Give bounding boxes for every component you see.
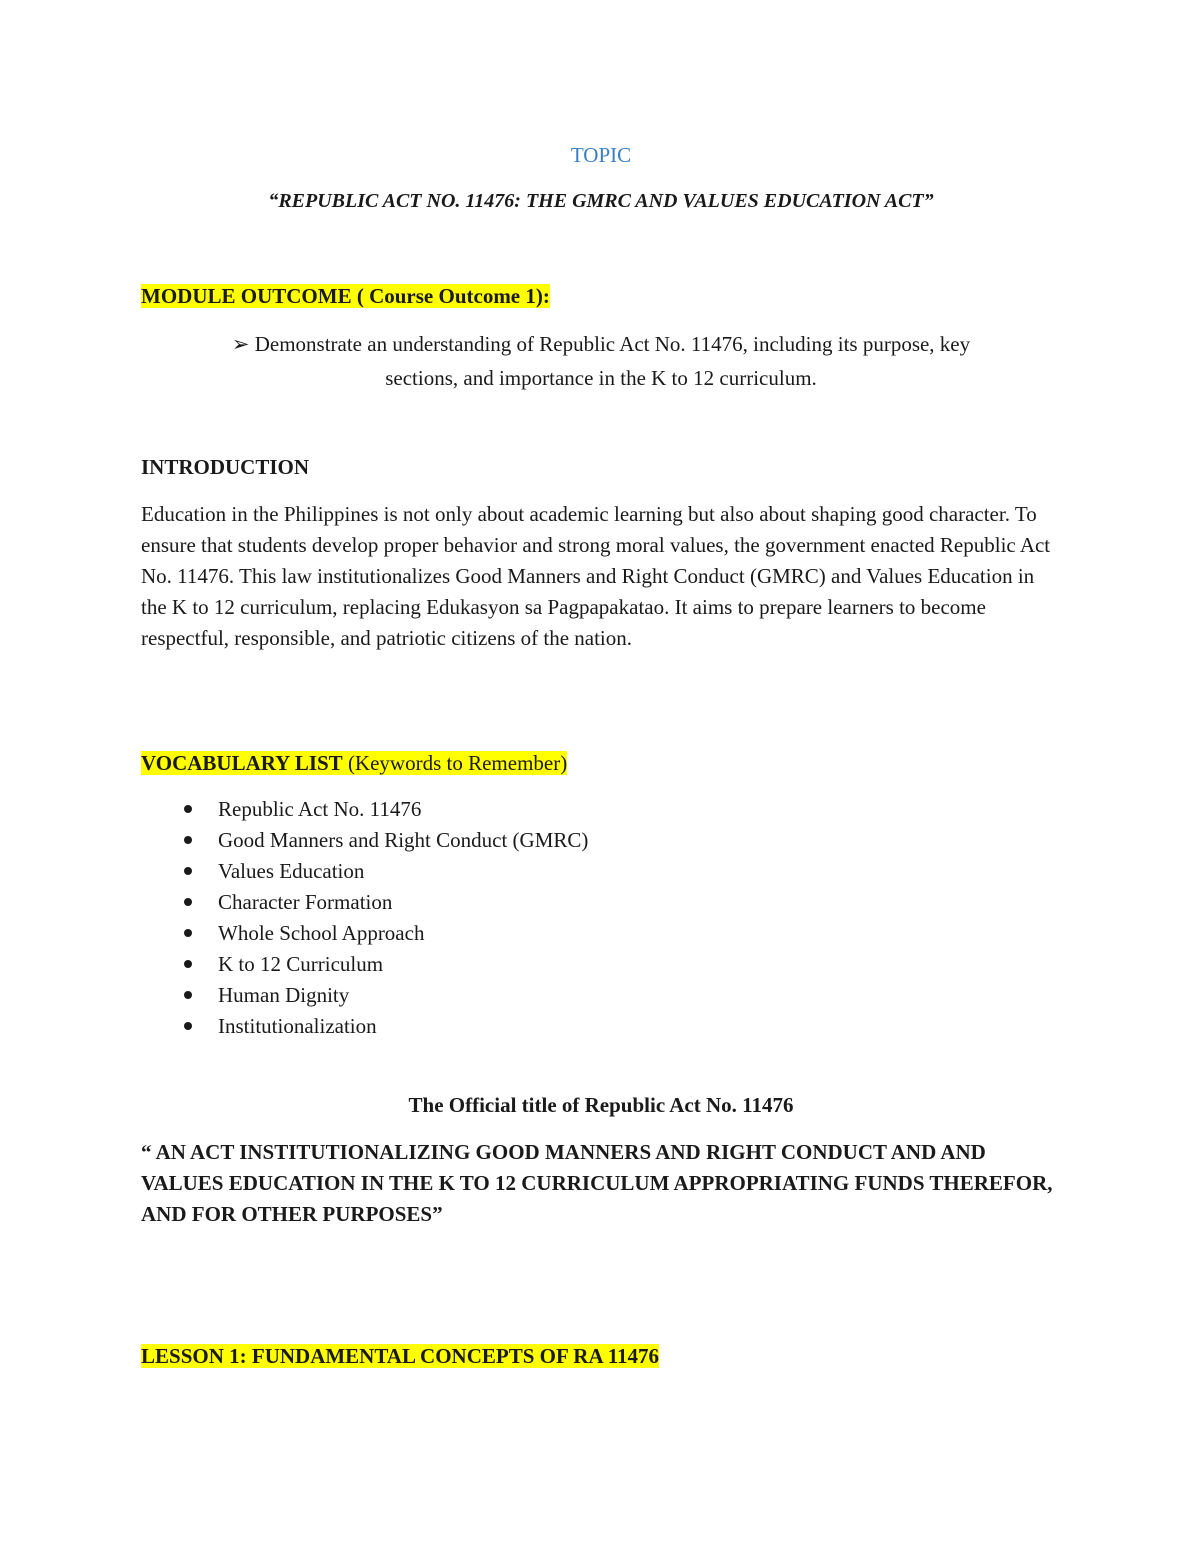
bullet-icon bbox=[184, 1022, 192, 1030]
vocabulary-term: Whole School Approach bbox=[218, 921, 425, 945]
vocabulary-term: Institutionalization bbox=[218, 1014, 377, 1038]
module-outcome-heading bbox=[141, 281, 1061, 312]
vocabulary-heading bbox=[141, 748, 1061, 779]
vocabulary-term: Values Education bbox=[218, 859, 365, 883]
list-item bbox=[141, 980, 1061, 1011]
bullet-icon bbox=[184, 898, 192, 906]
introduction-heading: INTRODUCTION bbox=[141, 455, 310, 479]
vocabulary-heading-bold: VOCABULARY LIST bbox=[141, 751, 343, 775]
bullet-icon bbox=[184, 991, 192, 999]
vocabulary-term: Human Dignity bbox=[218, 983, 350, 1007]
vocabulary-term: Character Formation bbox=[218, 890, 393, 914]
official-title-text: “ AN ACT INSTITUTIONALIZING GOOD MANNERS AND RIGHT CONDUCT AND AND VALUES EDUCATION IN THE K TO 12 CURRICULUM APPROPRIATING FUNDS THEREFOR, AND FOR OTHER PURPOSES” bbox=[141, 1140, 1053, 1226]
list-item bbox=[141, 825, 1061, 856]
introduction-paragraph: Education in the Philippines is not only about academic learning but also about shaping good character. To ensure that students develop proper behavior and strong moral values, the government enacted Republic Act No. 11476. This law institutionalizes Good Manners and Right Conduct (GMRC) and Values Education in the K to 12 curriculum, replacing Edukasyon sa Pagpapakatao. It aims to prepare learners to become respectful, responsible, and patriotic citizens of the nation. bbox=[141, 502, 1051, 650]
official-title-heading: The Official title of Republic Act No. 11476 bbox=[408, 1093, 794, 1117]
topic-label: TOPIC bbox=[570, 143, 632, 167]
module-outcome-statement bbox=[141, 327, 1061, 395]
vocabulary-term: K to 12 Curriculum bbox=[218, 952, 384, 976]
bullet-icon bbox=[184, 929, 192, 937]
list-item bbox=[141, 1011, 1061, 1042]
list-item bbox=[141, 794, 1061, 825]
arrow-bullet-icon: ➢ bbox=[231, 332, 250, 356]
list-item bbox=[141, 949, 1061, 980]
bullet-icon bbox=[184, 836, 192, 844]
bullet-icon bbox=[184, 960, 192, 968]
list-item bbox=[141, 887, 1061, 918]
list-item bbox=[141, 856, 1061, 887]
bullet-icon bbox=[184, 805, 192, 813]
lesson-heading-text: LESSON 1: FUNDAMENTAL CONCEPTS OF RA 11476 bbox=[141, 1344, 660, 1368]
vocabulary-term: Good Manners and Right Conduct (GMRC) bbox=[218, 828, 589, 852]
vocabulary-heading-highlight bbox=[141, 751, 567, 775]
lesson-heading bbox=[141, 1341, 1061, 1372]
list-item bbox=[141, 918, 1061, 949]
module-outcome-line-2: sections, and importance in the K to 12 curriculum. bbox=[385, 366, 817, 390]
vocabulary-term: Republic Act No. 11476 bbox=[218, 797, 422, 821]
bullet-icon bbox=[184, 867, 192, 875]
vocabulary-heading-rest: (Keywords to Remember) bbox=[342, 751, 568, 775]
module-outcome-heading-text: MODULE OUTCOME ( Course Outcome 1): bbox=[141, 284, 550, 308]
main-title: “REPUBLIC ACT NO. 11476: THE GMRC AND VALUES EDUCATION ACT” bbox=[268, 190, 934, 212]
module-outcome-line-1: Demonstrate an understanding of Republic Act No. 11476, including its purpose, key bbox=[254, 332, 971, 356]
vocabulary-list bbox=[141, 794, 1061, 1042]
